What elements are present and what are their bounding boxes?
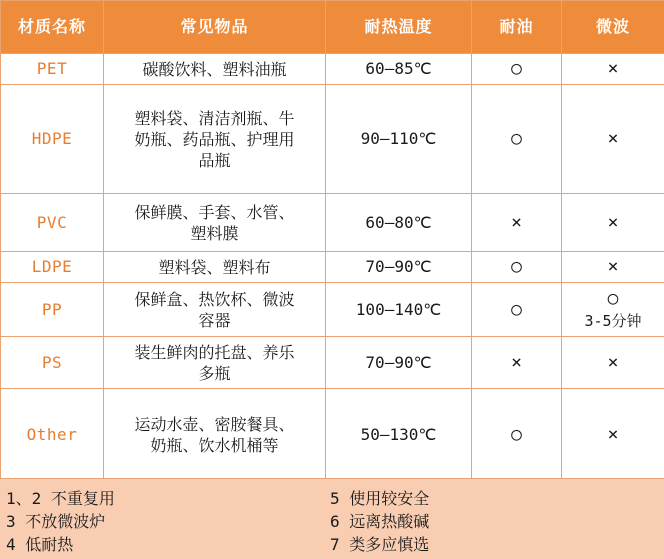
oil-cell: ○	[472, 389, 562, 482]
items-line: 品瓶	[198, 150, 231, 170]
oil-cell: ×	[472, 337, 562, 389]
items-line: 塑料膜	[190, 223, 239, 243]
note-line: 4 低耐热	[6, 535, 74, 554]
temp-cell: 70—90℃	[326, 252, 472, 283]
microwave-cell	[562, 194, 664, 252]
header-temp: 耐热温度	[326, 1, 472, 54]
items-line: 容器	[198, 310, 231, 330]
items-cell	[104, 283, 326, 337]
microwave-symbol: ×	[607, 128, 619, 149]
microwave-symbol: ×	[607, 351, 619, 373]
items-line: 保鲜盒、热饮杯、微波	[134, 289, 295, 309]
note-line: 1、2 不重复用	[6, 489, 115, 508]
items-line: 奶瓶、饮水机桶等	[150, 436, 279, 455]
oil-cell: ×	[472, 194, 562, 252]
microwave-cell	[562, 283, 664, 337]
items-cell	[104, 85, 326, 194]
note-line: 3 不放微波炉	[6, 512, 106, 531]
microwave-cell	[562, 252, 664, 283]
oil-cell: ○	[472, 85, 562, 194]
microwave-symbol: ×	[607, 58, 619, 79]
microwave-cell	[562, 85, 664, 194]
items-line: 装生鲜肉的托盘、养乐	[134, 342, 295, 362]
table-row	[1, 389, 664, 482]
items-line: 奶瓶、药品瓶、护理用	[134, 129, 295, 149]
table-row	[1, 85, 664, 194]
header-material: 材质名称	[1, 1, 104, 54]
material-cell: PS	[1, 337, 104, 389]
temp-cell: 90—110℃	[326, 85, 472, 194]
microwave-symbol: ×	[607, 256, 619, 277]
header-microwave: 微波	[562, 1, 664, 54]
temp-cell: 60—85℃	[326, 54, 472, 85]
material-cell: LDPE	[1, 252, 104, 283]
notes-left-column	[6, 487, 115, 556]
material-cell: PVC	[1, 194, 104, 252]
items-line: 碳酸饮料、塑料油瓶	[142, 59, 287, 79]
items-line: 塑料袋、清洁剂瓶、牛	[134, 108, 295, 128]
header-row	[1, 1, 664, 54]
items-line: 多瓶	[198, 363, 231, 383]
oil-cell: ○	[472, 283, 562, 337]
items-cell	[104, 337, 326, 389]
temp-cell: 70—90℃	[326, 337, 472, 389]
microwave-symbol: ×	[607, 424, 619, 445]
temp-cell: 60—80℃	[326, 194, 472, 252]
items-cell	[104, 252, 326, 283]
material-cell: Other	[1, 389, 104, 482]
table-row	[1, 252, 664, 283]
temp-cell: 100—140℃	[326, 283, 472, 337]
header-items: 常见物品	[104, 1, 326, 54]
table-row	[1, 194, 664, 252]
oil-cell: ○	[472, 54, 562, 85]
table-row	[1, 54, 664, 85]
temp-cell: 50—130℃	[326, 389, 472, 482]
microwave-cell	[562, 337, 664, 389]
microwave-cell	[562, 54, 664, 85]
note-line: 7 类多应慎选	[330, 535, 430, 554]
notes-right-column	[330, 487, 429, 556]
microwave-symbol: ○	[607, 287, 619, 309]
microwave-cell	[562, 389, 664, 482]
header-oil: 耐油	[472, 1, 562, 54]
items-cell	[104, 54, 326, 85]
note-line: 5 使用较安全	[330, 489, 430, 508]
microwave-note: 3-5分钟	[584, 311, 642, 330]
items-line: 塑料袋、塑料布	[158, 257, 271, 277]
note-line: 6 远离热酸碱	[330, 512, 430, 531]
items-cell	[104, 194, 326, 252]
material-cell: HDPE	[1, 85, 104, 194]
items-cell	[104, 389, 326, 482]
oil-cell: ○	[472, 252, 562, 283]
material-cell: PET	[1, 54, 104, 85]
items-line: 保鲜膜、手套、水管、	[134, 202, 295, 222]
table-row	[1, 283, 664, 337]
items-line: 运动水壶、密胺餐具、	[134, 415, 295, 434]
material-cell: PP	[1, 283, 104, 337]
microwave-symbol: ×	[607, 211, 619, 233]
notes-panel	[0, 478, 664, 559]
table-row	[1, 337, 664, 389]
